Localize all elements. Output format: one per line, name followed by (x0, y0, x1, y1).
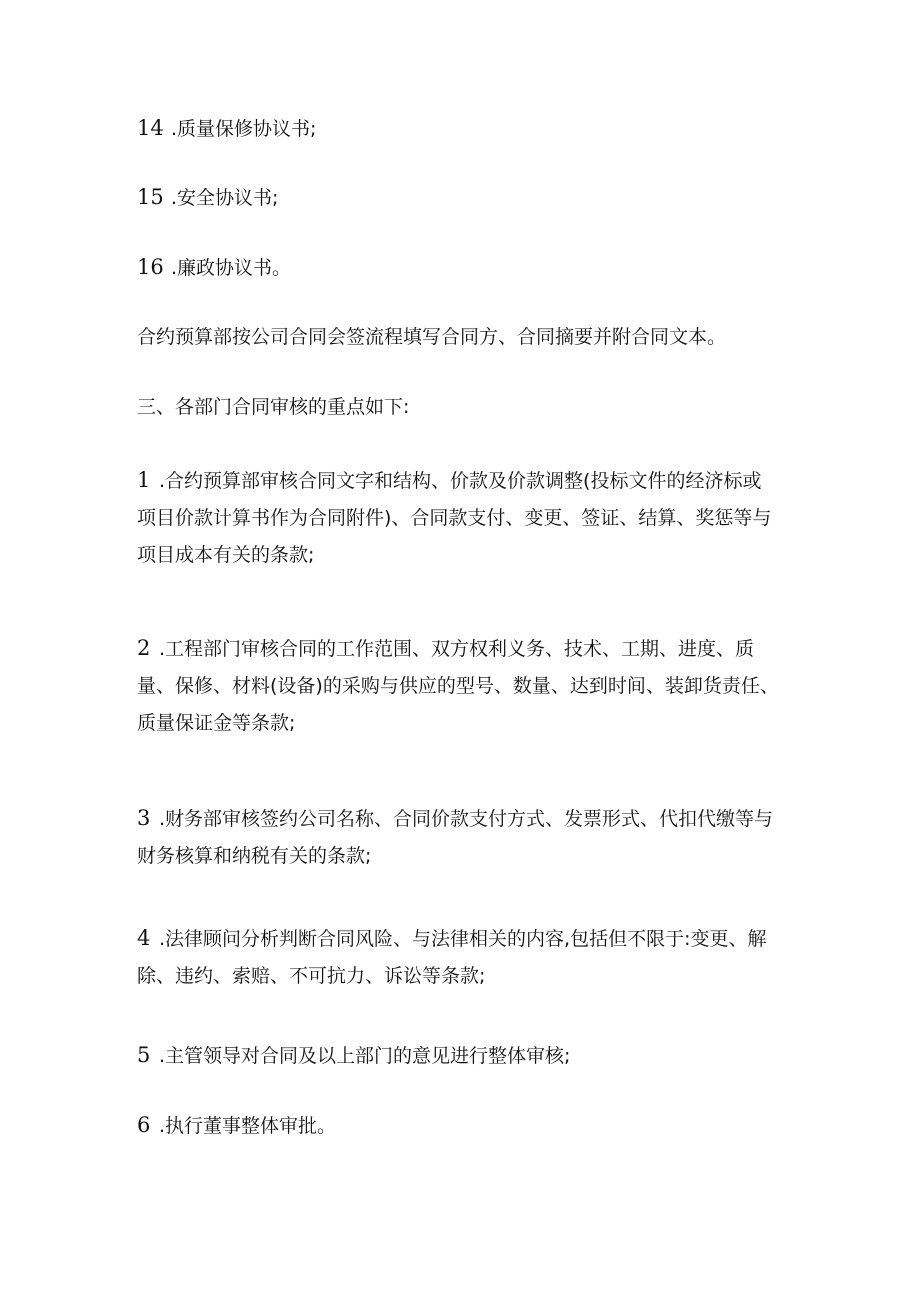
item-text: .执行董事整体审批。 (159, 1115, 337, 1137)
item-text: .法律顾问分析判断合同风险、与法律相关的内容,包括但不限于:变更、解除、违约、索赔、不可抗力、诉讼等条款; (137, 928, 767, 987)
list-item-15 (137, 182, 787, 214)
item-number: 6 (137, 1113, 151, 1137)
item-text: .合约预算部审核合同文字和结构、价款及价款调整(投标文件的经济标或项目价款计算书作为合同附件)、合同款支付、变更、签证、结算、奖惩等与项目成本有关的条款; (137, 470, 772, 566)
item-text: .主管领导对合同及以上部门的意见进行整体审核; (159, 1045, 571, 1067)
section-heading: 三、各部门合同审核的重点如下: (137, 396, 410, 418)
item-text: .安全协议书; (171, 187, 279, 209)
list-item-14 (137, 113, 787, 145)
item-number: 5 (137, 1043, 151, 1067)
item-text: .工程部门审核合同的工作范围、双方权利义务、技术、工期、进度、质量、保修、材料(设备)的采购与供应的型号、数量、达到时间、装卸货责任、质量保证金等条款; (137, 638, 779, 734)
item-number: 4 (137, 926, 151, 950)
review-point-2 (137, 630, 782, 742)
review-point-4 (137, 920, 777, 995)
item-number: 16 (137, 255, 164, 279)
item-number: 3 (137, 806, 151, 830)
item-text: .廉政协议书。 (171, 257, 292, 279)
list-item-16 (137, 252, 787, 284)
review-point-1 (137, 462, 777, 574)
item-number: 1 (137, 468, 151, 492)
intro-paragraph: 合约预算部按公司合同会签流程填写合同方、合同摘要并附合同文本。 (137, 326, 727, 348)
review-point-6 (137, 1110, 787, 1142)
review-point-3 (137, 800, 777, 875)
item-text: .财务部审核签约公司名称、合同价款支付方式、发票形式、代扣代缴等与财务核算和纳税有关的条款; (137, 808, 774, 867)
item-number: 2 (137, 636, 151, 660)
review-point-5 (137, 1040, 787, 1072)
item-number: 14 (137, 116, 164, 140)
item-text: .质量保修协议书; (171, 118, 317, 140)
item-number: 15 (137, 185, 164, 209)
